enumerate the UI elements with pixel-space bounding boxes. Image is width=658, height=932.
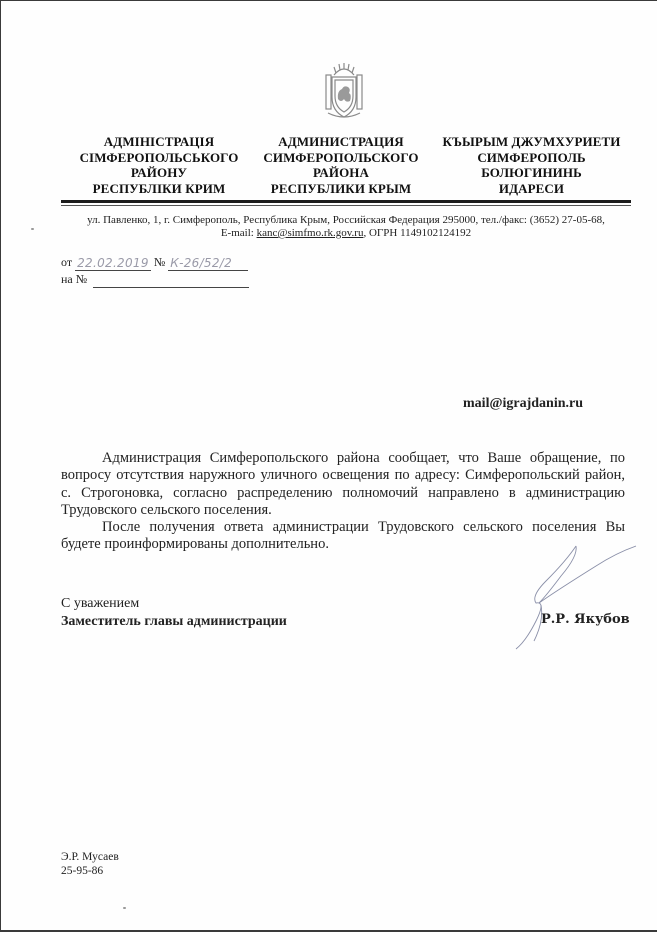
signer-name: Р.Р. Якубов [541, 612, 630, 627]
address-block [41, 214, 651, 240]
email-label: E-mail: [220, 227, 257, 239]
handwritten-signature-icon [506, 541, 646, 651]
recipient-email: mail@igrajdanin.ru [463, 396, 583, 411]
letterhead-divider [61, 200, 631, 203]
executor-phone: 25-95-86 [61, 865, 104, 877]
letterhead-crimean-tatar [429, 134, 634, 196]
number-value: К-26/52/2 [170, 256, 233, 270]
body-paragraph: После получения ответа администрации Трудовского сельского поселения Вы будете проинформированы дополнительно. [61, 519, 625, 553]
letterhead-divider-thin [61, 205, 631, 206]
letterhead-line: БОЛЮГИНИНЬ [481, 165, 582, 180]
reference-to-row [61, 271, 252, 288]
reference-from-row [61, 254, 252, 271]
letterhead-line: СИМФЕРОПОЛЬСКОГО [263, 149, 419, 165]
date-value: 22.02.2019 [77, 256, 149, 270]
letterhead-ukrainian [69, 134, 249, 196]
executor-block [61, 850, 119, 878]
executor-name: Э.Р. Мусаев [61, 851, 119, 863]
letterhead-line: ИДАРЕСИ [498, 180, 565, 196]
letter-body [61, 450, 625, 554]
letterhead-line: РЕСПУБЛІКИ КРИМ [92, 180, 226, 196]
letterhead-line: РЕСПУБЛИКИ КРЫМ [270, 180, 412, 196]
letterhead-line: СИМФЕРОПОЛЬ [477, 149, 586, 165]
signer-position: Заместитель главы администрации [61, 613, 287, 629]
contact-line [41, 227, 651, 240]
number-label: № [153, 255, 166, 269]
from-label: от [61, 255, 73, 269]
closing-block [61, 595, 287, 630]
body-paragraph: Администрация Симферопольского района сообщает, что Ваше обращение, по вопросу отсутствия наружного уличного освещения по адресу: Симферопольский район, с. Строгоновка, согласно распределению полномочий направлено в администрацию Трудовского сельского поселения. [61, 450, 625, 518]
letterhead-line: СІМФЕРОПОЛЬСЬКОГО [79, 149, 239, 165]
letterhead-line: АДМІНІСТРАЦІЯ [103, 134, 215, 149]
scan-speck [123, 907, 126, 909]
to-number-field [93, 273, 249, 288]
address-line: ул. Павленко, 1, г. Симферополь, Республика Крым, Российская Федерация 295000, тел./факс: (3652) 27-05-68, [87, 214, 605, 226]
scan-speck [31, 228, 34, 230]
letterhead-line: РАЙОНУ [130, 165, 188, 180]
email-link[interactable]: kanc@simfmo.rk.gov.ru [256, 227, 364, 239]
letterhead-line: КЪЫРЫМ ДЖУМХУРИЕТИ [442, 134, 621, 149]
to-label: на № [61, 272, 88, 286]
letterhead-line: РАЙОНА [313, 165, 369, 180]
letterhead-line: АДМИНИСТРАЦИЯ [278, 134, 404, 149]
reference-block [61, 254, 252, 288]
letterhead-russian [251, 134, 431, 196]
crimea-coat-of-arms-icon [322, 61, 366, 121]
number-field [168, 256, 248, 271]
ogrn-text: , ОГРН 1149102124192 [363, 227, 472, 239]
date-field [75, 256, 151, 271]
salutation: С уважением [61, 596, 140, 611]
